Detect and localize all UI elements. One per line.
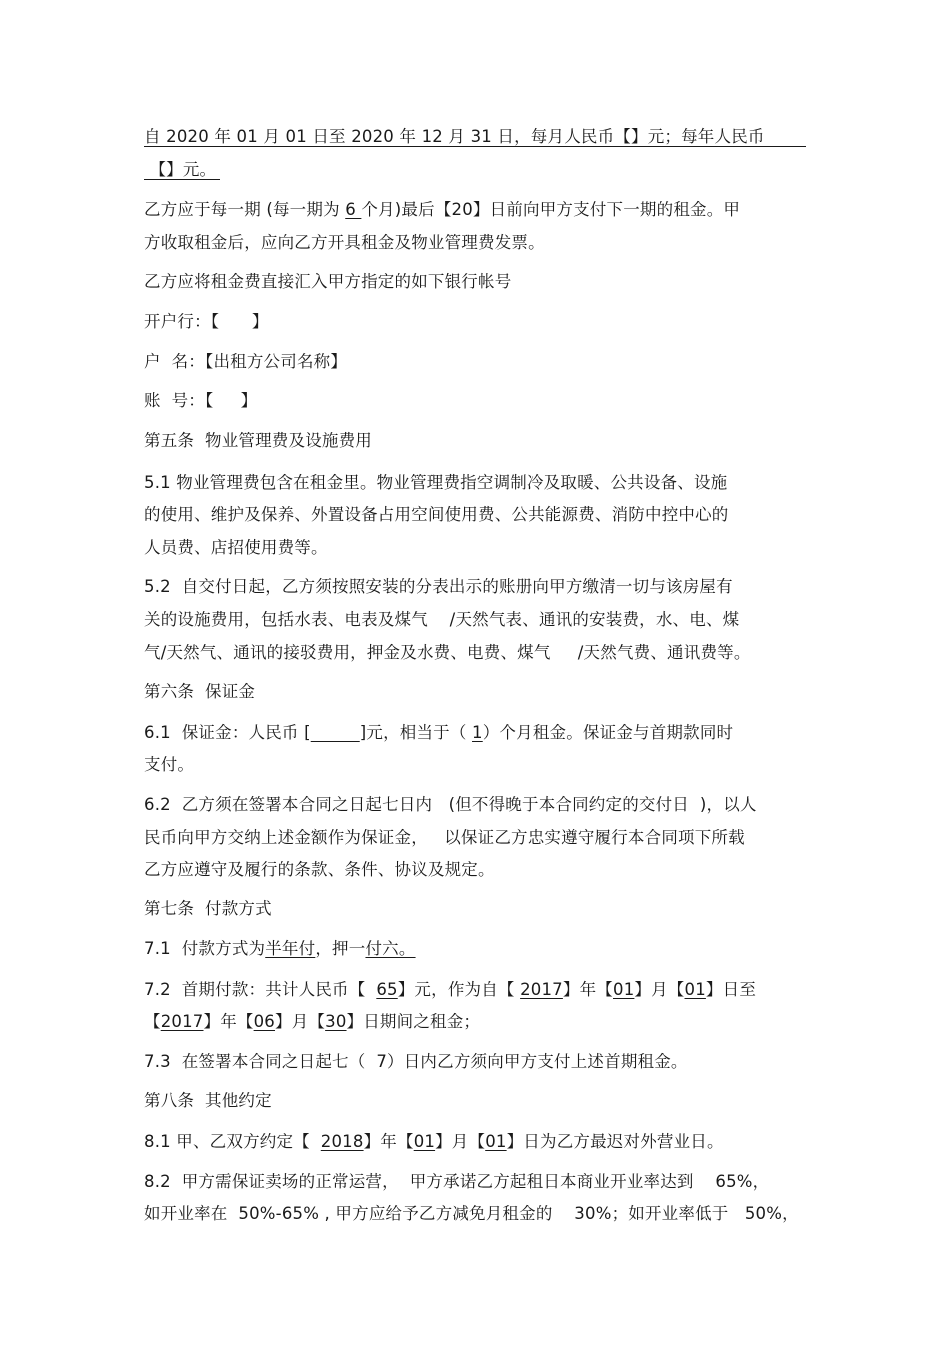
- text-run: 5.1 物业管理费包含在租金里。物业管理费指空调制冷及取暖、公共设备、设施: [144, 473, 728, 492]
- text-run: 自 2020 年 01 月 01 日至 2020 年 12 月 31 日，每月人民币【】元；每年人民币: [144, 127, 771, 146]
- text-line: [144, 472, 727, 494]
- text-line: [144, 609, 739, 631]
- text-run: 支付。: [144, 755, 195, 774]
- text-run: 】月【: [634, 980, 685, 999]
- text-run: 】年【: [562, 980, 613, 999]
- underlined-fill: 付六。: [365, 939, 416, 958]
- underlined-fill: [311, 723, 360, 742]
- text-run: 方收取租金后，应向乙方开具租金及物业管理费发票。: [144, 233, 545, 252]
- text-line: [144, 1011, 480, 1033]
- text-run: 乙方应将租金费直接汇入甲方指定的如下银行帐号: [144, 272, 512, 291]
- text-run: 户 名：【出租方公司名称】: [144, 352, 348, 371]
- text-run: ]元，相当于（: [359, 723, 473, 742]
- underlined-fill: 2018: [320, 1132, 364, 1151]
- text-line: [144, 979, 756, 1001]
- text-run: 气/天然气、通讯的接驳费用，押金及水费、电费、煤气 /天然气费、通讯费等。: [144, 643, 751, 662]
- underlined-fill: 06: [253, 1012, 276, 1031]
- text-line: [144, 351, 347, 373]
- text-line: [144, 1131, 724, 1153]
- text-line: [144, 126, 770, 148]
- underlined-fill: 2017: [160, 1012, 204, 1031]
- text-run: 开户行：【 】: [144, 312, 269, 331]
- underlined-fill: 半年付: [265, 939, 316, 958]
- text-line: [144, 938, 416, 960]
- text-run: 第五条 物业管理费及设施费用: [144, 431, 372, 450]
- text-line: [144, 642, 751, 664]
- text-run: 】年【: [203, 1012, 254, 1031]
- text-line: [144, 159, 222, 181]
- text-line: [144, 1171, 769, 1193]
- text-run: 6.1 保证金：人民币 [: [144, 723, 311, 742]
- text-line: [144, 311, 269, 333]
- text-run: 】月【: [435, 1132, 486, 1151]
- text-run: 【: [144, 1012, 161, 1031]
- text-run: 个月)最后【20】日前向甲方支付下一期的租金。甲: [361, 200, 741, 219]
- text-run: 5.2 自交付日起，乙方须按照安装的分表出示的账册向甲方缴清一切与该房屋有: [144, 577, 733, 596]
- underlined-fill: 6: [345, 200, 362, 219]
- text-line: [144, 1051, 688, 1073]
- underlined-fill: 2017: [520, 980, 563, 999]
- text-run: 7.3 在签署本合同之日起七（ 7）日内乙方须向甲方支付上述首期租金。: [144, 1052, 688, 1071]
- text-run: 】日为乙方最迟对外营业日。: [506, 1132, 724, 1151]
- text-run: 7.2 首期付款：共计人民币【: [144, 980, 377, 999]
- underlined-fill: 01: [413, 1132, 436, 1151]
- text-run: ）个月租金。保证金与首期款同时: [482, 723, 734, 742]
- text-run: 第八条 其他约定: [144, 1091, 272, 1110]
- text-run: 民币向甲方交纳上述金额作为保证金， 以保证乙方忠实遵守履行本合同项下所载: [144, 828, 745, 847]
- text-line: [144, 199, 740, 221]
- text-run: 】年【: [363, 1132, 414, 1151]
- underlined-fill: 01: [613, 980, 635, 999]
- underlined-fill: 01: [684, 980, 706, 999]
- text-run: 如开业率在 50%-65% , 甲方应给予乙方减免月租金的 30%；如开业率低于 50%，: [144, 1204, 799, 1223]
- line-underline-2: [144, 179, 220, 180]
- text-line: [144, 898, 272, 920]
- text-run: 第七条 付款方式: [144, 899, 272, 918]
- text-run: 7.1 付款方式为: [144, 939, 266, 958]
- text-run: 】日期间之租金；: [346, 1012, 481, 1031]
- text-run: 6.2 乙方须在签署本合同之日起七日内 (但不得晚于本合同约定的交付日 )，以人: [144, 795, 757, 814]
- text-line: [144, 537, 328, 559]
- text-line: [144, 232, 545, 254]
- text-run: 第六条 保证金: [144, 682, 256, 701]
- text-line: [144, 794, 757, 816]
- text-run: 】月【: [275, 1012, 326, 1031]
- text-line: [144, 576, 733, 598]
- text-line: [144, 681, 255, 703]
- text-run: 】元，作为自【: [397, 980, 521, 999]
- text-line: [144, 504, 729, 526]
- text-run: 乙方应于每一期 (每一期为: [144, 200, 346, 219]
- text-run: 【】元。: [144, 160, 222, 179]
- text-line: [144, 722, 733, 744]
- text-run: ，押一: [315, 939, 366, 958]
- text-line: [144, 430, 372, 452]
- text-run: 乙方应遵守及履行的条款、条件、协议及规定。: [144, 860, 495, 879]
- text-line: [144, 859, 495, 881]
- underlined-fill: 65: [376, 980, 398, 999]
- text-line: [144, 1203, 799, 1225]
- text-run: 】日至: [705, 980, 757, 999]
- underlined-fill: 01: [485, 1132, 507, 1151]
- text-run: 人员费、店招使用费等。: [144, 538, 328, 557]
- text-line: [144, 754, 194, 776]
- underlined-fill: 30: [325, 1012, 347, 1031]
- text-line: [144, 1090, 272, 1112]
- text-run: 8.1 甲、乙双方约定【: [144, 1132, 321, 1151]
- text-run: 8.2 甲方需保证卖场的正常运营， 甲方承诺乙方起租日本商业开业率达到 65%，: [144, 1172, 770, 1191]
- text-line: [144, 271, 511, 293]
- text-line: [144, 390, 257, 412]
- underlined-fill: 1: [472, 723, 483, 742]
- text-run: 账 号：【 】: [144, 391, 258, 410]
- line-underline-1: [144, 146, 806, 147]
- text-line: [144, 827, 745, 849]
- text-run: 关的设施费用，包括水表、电表及煤气 /天然气表、通讯的安装费，水、电、煤: [144, 610, 740, 629]
- text-run: 的使用、维护及保养、外置设备占用空间使用费、公共能源费、消防中控中心的: [144, 505, 729, 524]
